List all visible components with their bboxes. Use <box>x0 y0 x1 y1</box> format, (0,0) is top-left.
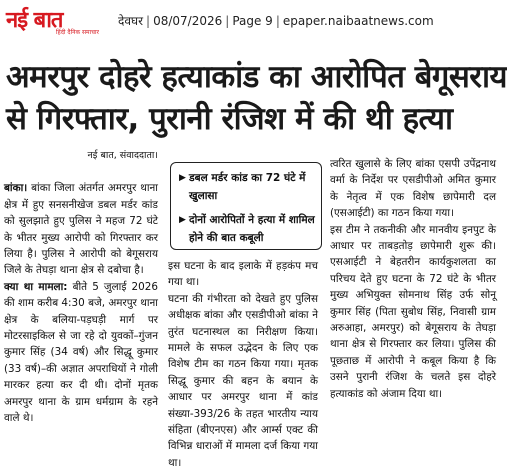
highlight-text: डबल मर्डर कांड का 72 घंटे में खुलासा <box>189 172 306 202</box>
paragraph: इस घटना के बाद इलाके में हड़कंप मच गया था। <box>168 260 318 289</box>
paragraph: घटना की गंभीरता को देखते हुए पुलिस अधीक्षक बांका और एसडीपीओ बांका ने तुरंत घटनास्थल का निरीक्षण किया। मामले के सफल उद्भेदन के लिए एक विशेष टीम का गठन किया गया। मृतक सिद्धू कुमार की बहन के बयान के आधार पर अमरपुर थाना में कांड संख्या-393/26 के तहत भारतीय न्याय संहिता (बीएनएस) और आर्म्स एक्ट की विभिन्न धाराओं में मामला दर्ज किया गया था। <box>168 292 318 469</box>
bullet-icon: ▶ <box>179 173 186 183</box>
article-column-1 <box>4 148 158 427</box>
newspaper-logo[interactable] <box>6 4 110 38</box>
dateline: बांका। <box>4 182 28 195</box>
highlight-item <box>179 169 315 205</box>
logo-tagline: हिंदी दैनिक समाचार <box>56 29 99 36</box>
edition-date: 08/07/2026 <box>153 14 223 28</box>
headline-line-2: से गिरफ्तार, पुरानी रंजिश में की थी हत्या <box>6 101 453 137</box>
edition-city: देवघर <box>118 14 144 28</box>
paragraph-text: बांका जिला अंतर्गत अमरपुर थाना क्षेत्र में हुए सनसनीखेज डबल मर्डर कांड को सुलझाते हुए पुलिस ने महज 72 घंटे के भीतर मुख्य आरोपी को गिरफ्तार कर लिया है। पुलिस ने आरोपी को बेगूसराय जिले के तेघड़ा थाना क्षेत्र से दबोचा है। <box>4 182 158 277</box>
highlight-item <box>179 211 315 247</box>
separator: | <box>146 14 151 28</box>
separator: | <box>225 14 230 28</box>
paragraph: इस टीम ने तकनीकी और मानवीय इनपुट के आधार पर ताबड़तोड़ छापेमारी शुरू की। एसआईटी ने बेहतरीन कार्यकुशलता का परिचय देते हुए घटना के 72 घंटे के भीतर मुख्य अभियुक्त सोमनाथ सिंह उर्फ सोनू कुमार सिंह (पिता सुबोध सिंह, निवासी ग्राम अरुआहा, अमरपुर) को बेगूसराय के तेघड़ा थाना क्षेत्र से गिरफ्तार कर लिया। पुलिस की पूछताछ में आरोपी ने कबूल किया है कि उसने पुरानी रंजिश के चलते इस दोहरे हत्याकांड को अंजाम दिया था। <box>330 223 496 400</box>
article-headline <box>0 56 507 140</box>
highlights-box <box>170 162 322 250</box>
paragraph: त्वरित खुलासे के लिए बांका एसपी उपेंद्रनाथ वर्मा के निर्देश पर एसडीपीओ अमित कुमार के नेतृत्व में एक विशेष छापेमारी दल (एसआईटी) का गठन किया गया। <box>330 158 496 220</box>
paragraph-text: बीते 5 जुलाई 2026 की शाम करीब 4:30 बजे, अमरपुर थाना क्षेत्र के बलिया-पड़घड़ी मार्ग पर मोटरसाइकिल से जा रहे दो युवकों–गुंजन कुमार सिंह (34 वर्ष) और सिद्धू कुमार (33 वर्ष)–की अज्ञात अपराधियों ने गोली मारकर हत्या कर दी थी। दोनों मृतक अमरपुर थाना के ग्राम धर्मग्राम के रहने वाले थे। <box>4 280 159 425</box>
masthead <box>0 0 500 44</box>
logo-text: नई बात <box>6 8 63 33</box>
article-column-3 <box>330 156 496 402</box>
subheading: क्या था मामला: <box>4 280 68 293</box>
edition-bar <box>118 12 434 29</box>
headline-line-1: अमरपुर दोहरे हत्याकांड का आरोपित बेगूसराय <box>6 59 507 95</box>
site-link[interactable]: epaper.naibaatnews.com <box>282 14 434 28</box>
highlight-text: दोनों आरोपितों ने हत्या में शामिल होने की बात कबूली <box>189 214 315 244</box>
paragraph <box>4 180 158 278</box>
article-column-2 <box>168 258 318 471</box>
separator: | <box>275 14 280 28</box>
bullet-icon: ▶ <box>179 215 186 225</box>
byline: नई बात, संवाददाता। <box>87 150 158 161</box>
paragraph <box>4 279 158 427</box>
page-number: Page 9 <box>232 14 273 28</box>
